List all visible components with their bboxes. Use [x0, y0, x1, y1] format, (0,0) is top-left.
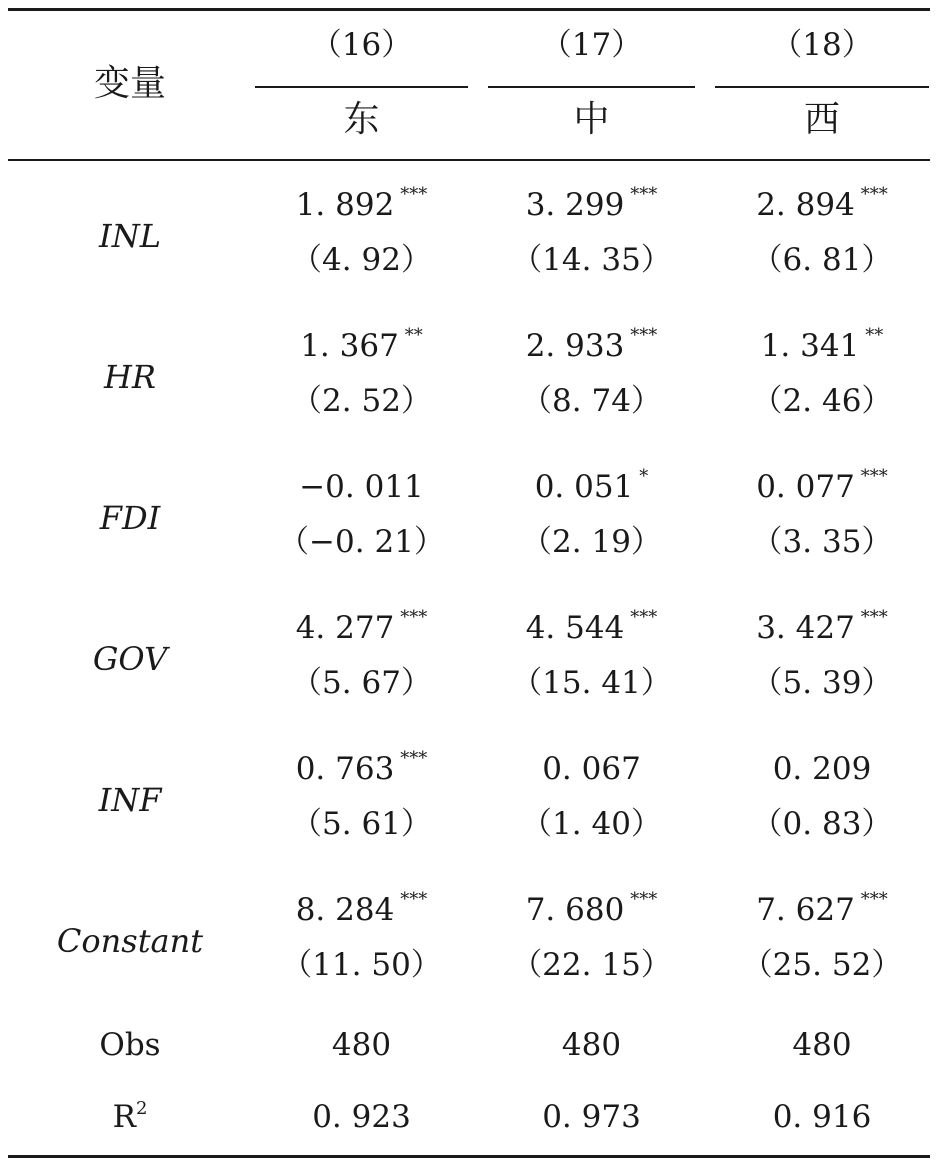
significance-stars: *** [630, 184, 658, 205]
coefficient-value: 3. 299 [525, 187, 625, 223]
top-rule [8, 8, 930, 11]
t-statistic: （−0. 21） [278, 524, 445, 560]
variable-name: FDI [99, 499, 161, 537]
model-16-header: （16） [310, 27, 413, 63]
coefficient-cell [715, 751, 929, 787]
obs-value: 480 [331, 1027, 392, 1063]
significance-stars: *** [400, 607, 428, 628]
coefficient-value: 0. 209 [772, 751, 872, 787]
coefficient-cell [255, 748, 468, 787]
significance-stars: * [639, 466, 649, 487]
coefficient-value: 0. 067 [542, 751, 641, 787]
coefficient-cell [488, 751, 695, 787]
t-statistic: （25. 52） [741, 947, 903, 983]
coefficient-cell [488, 889, 695, 928]
r-squared-value: 0. 973 [542, 1099, 641, 1135]
coefficient-value: −0. 011 [299, 469, 424, 505]
significance-stars: *** [630, 889, 658, 910]
significance-stars: *** [630, 607, 658, 628]
coefficient-value: 0. 051 [534, 469, 634, 505]
significance-stars: *** [400, 889, 428, 910]
coefficient-cell [255, 184, 468, 223]
variable-name: GOV [92, 640, 168, 678]
t-statistic: （6. 81） [751, 242, 893, 278]
t-statistic: （22. 15） [511, 947, 672, 983]
variable-name: INL [99, 217, 161, 255]
t-statistic: （4. 92） [291, 242, 432, 278]
coefficient-cell [255, 889, 468, 928]
coefficient-cell [715, 889, 929, 928]
coefficient-cell [255, 607, 468, 646]
coefficient-cell [488, 466, 695, 505]
significance-stars: *** [860, 184, 888, 205]
coefficient-value: 3. 427 [756, 610, 855, 646]
coefficient-value: 1. 367 [300, 328, 399, 364]
coefficient-value: 1. 341 [760, 328, 860, 364]
region-east-header: 东 [343, 99, 380, 140]
coefficient-cell [255, 325, 468, 364]
variable-name: Constant [56, 922, 204, 960]
coefficient-cell [715, 184, 929, 223]
header-span-rule [488, 86, 695, 88]
significance-stars: *** [630, 325, 658, 346]
t-statistic: （2. 52） [291, 383, 432, 419]
coefficient-value: 7. 680 [525, 892, 625, 928]
variable-name: HR [104, 358, 156, 396]
coefficient-cell [488, 184, 695, 223]
t-statistic: （3. 35） [751, 524, 893, 560]
variable-name: INF [98, 781, 162, 819]
header-span-rule [255, 86, 468, 88]
region-west-header: 西 [803, 99, 840, 140]
t-statistic: （5. 39） [751, 665, 893, 701]
t-statistic: （15. 41） [511, 665, 672, 701]
header-span-rule [715, 86, 929, 88]
coefficient-value: 2. 933 [525, 328, 625, 364]
model-18-header: （18） [771, 27, 873, 63]
r-squared-value: 0. 923 [312, 1099, 411, 1135]
r-squared-value: 0. 916 [772, 1099, 872, 1135]
coefficient-cell [488, 325, 695, 364]
coefficient-value: 0. 763 [295, 751, 395, 787]
coefficient-value: 2. 894 [756, 187, 855, 223]
coefficient-value: 4. 544 [525, 610, 625, 646]
t-statistic: （0. 83） [751, 806, 893, 842]
t-statistic: （14. 35） [511, 242, 672, 278]
obs-label: Obs [99, 1027, 161, 1063]
t-statistic: （5. 67） [291, 665, 432, 701]
t-statistic: （11. 50） [281, 947, 442, 983]
significance-stars: *** [860, 889, 888, 910]
t-statistic: （1. 40） [521, 806, 662, 842]
t-statistic: （5. 61） [291, 806, 432, 842]
coefficient-value: 4. 277 [295, 610, 395, 646]
t-statistic: （2. 19） [521, 524, 662, 560]
coefficient-cell [715, 466, 929, 505]
coefficient-value: 1. 892 [295, 187, 395, 223]
significance-stars: ** [404, 325, 423, 346]
coefficient-value: 0. 077 [756, 469, 855, 505]
bottom-rule [8, 1155, 930, 1158]
coefficient-cell [488, 607, 695, 646]
coefficient-cell [255, 469, 468, 505]
coefficient-cell [715, 325, 929, 364]
variable-header: 变量 [93, 63, 166, 104]
t-statistic: （2. 46） [751, 383, 893, 419]
obs-value: 480 [792, 1027, 852, 1063]
coefficient-cell [715, 607, 929, 646]
significance-stars: ** [865, 325, 884, 346]
r-squared-label: $R^2$ [112, 1098, 148, 1135]
model-17-header: （17） [540, 27, 643, 63]
significance-stars: *** [860, 466, 888, 487]
t-statistic: （8. 74） [521, 383, 662, 419]
coefficient-value: 7. 627 [756, 892, 855, 928]
significance-stars: *** [400, 184, 428, 205]
region-central-header: 中 [573, 99, 610, 140]
significance-stars: *** [400, 748, 428, 769]
coefficient-value: 8. 284 [295, 892, 395, 928]
obs-value: 480 [561, 1027, 622, 1063]
header-rule [8, 159, 930, 161]
significance-stars: *** [860, 607, 888, 628]
